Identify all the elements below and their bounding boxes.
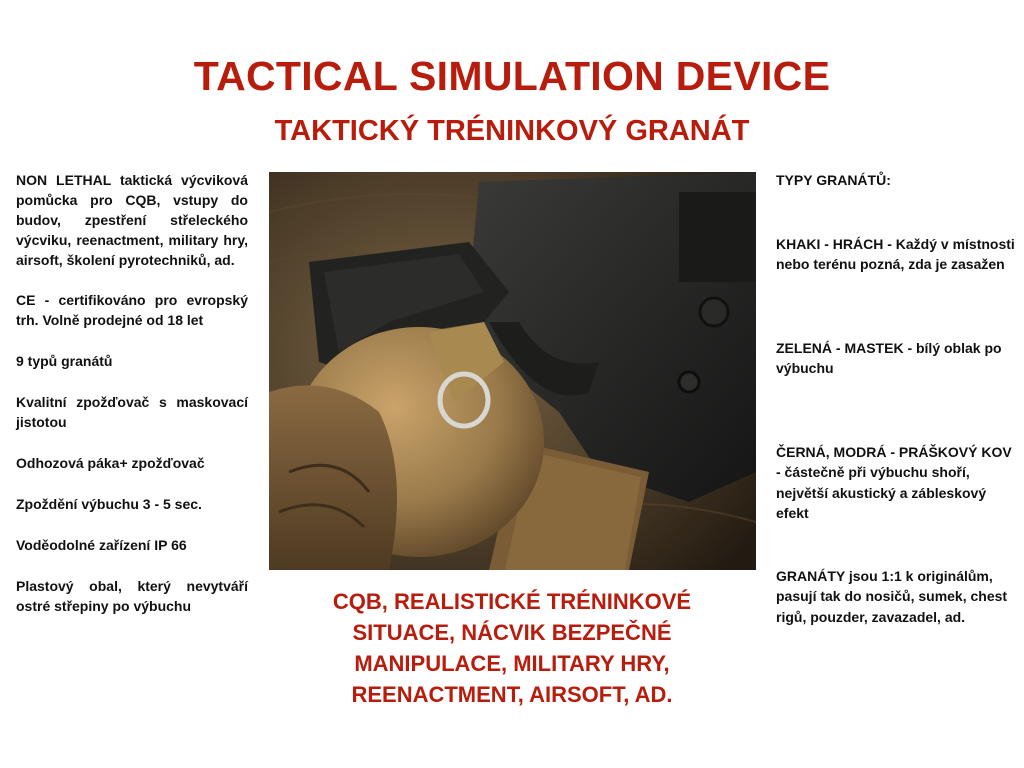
feature-text: Kvalitní zpožďovač s maskovací jistotou	[16, 394, 248, 430]
feature-text: NON LETHAL taktická výcviková pomůcka pro CQB, vstupy do budov, zpestření střeleckého výcviku, reenactment, military hry, airsoft, školení pyrotechniků, ad.	[16, 172, 248, 268]
grenade-type-text: ČERNÁ, MODRÁ - PRÁŠKOVÝ KOV - částečně při výbuchu shoří, největší akustický a zábleskový efekt	[776, 443, 1012, 521]
page-title: TACTICAL SIMULATION DEVICE	[193, 53, 831, 99]
page-subtitle: TAKTICKÝ TRÉNINKOVÝ GRANÁT	[274, 115, 750, 147]
grenade-types-heading: TYPY GRANÁTŮ:	[776, 172, 891, 188]
feature-text: Zpoždění výbuchu 3 - 5 sec.	[16, 496, 202, 512]
feature-text: Odhozová páka+ zpožďovač	[16, 455, 205, 471]
grenade-type-text: ZELENÁ - MASTEK - bílý oblak po výbuchu	[776, 339, 1002, 376]
product-photo	[269, 172, 756, 570]
left-feature-column	[16, 170, 248, 637]
feature-text: CE - certifikováno pro evropský trh. Volně prodejné od 18 let	[16, 292, 248, 328]
feature-text: 9 typů granátů	[16, 353, 113, 369]
grenade-type-text: KHAKI - HRÁCH - Každý v místnosti nebo terénu pozná, zda je zasažen	[776, 235, 1015, 272]
grenade-type-text: GRANÁTY jsou 1:1 k originálům, pasují tak do nosičů, sumek, chest rigů, pouzder, zavazadel, ad.	[776, 567, 1008, 625]
feature-text: Plastový obal, který nevytváří ostré střepiny po výbuchu	[16, 578, 248, 614]
usage-summary: CQB, REALISTICKÉ TRÉNINKOVÉ SITUACE, NÁCVIK BEZPEČNÉ MANIPULACE, MILITARY HRY, REENACTMENT, AIRSOFT, AD.	[332, 589, 692, 707]
grenade-rifle-illustration	[269, 172, 756, 570]
feature-text: Voděodolné zařízení IP 66	[16, 537, 187, 553]
right-grenade-types-column	[776, 170, 1016, 627]
